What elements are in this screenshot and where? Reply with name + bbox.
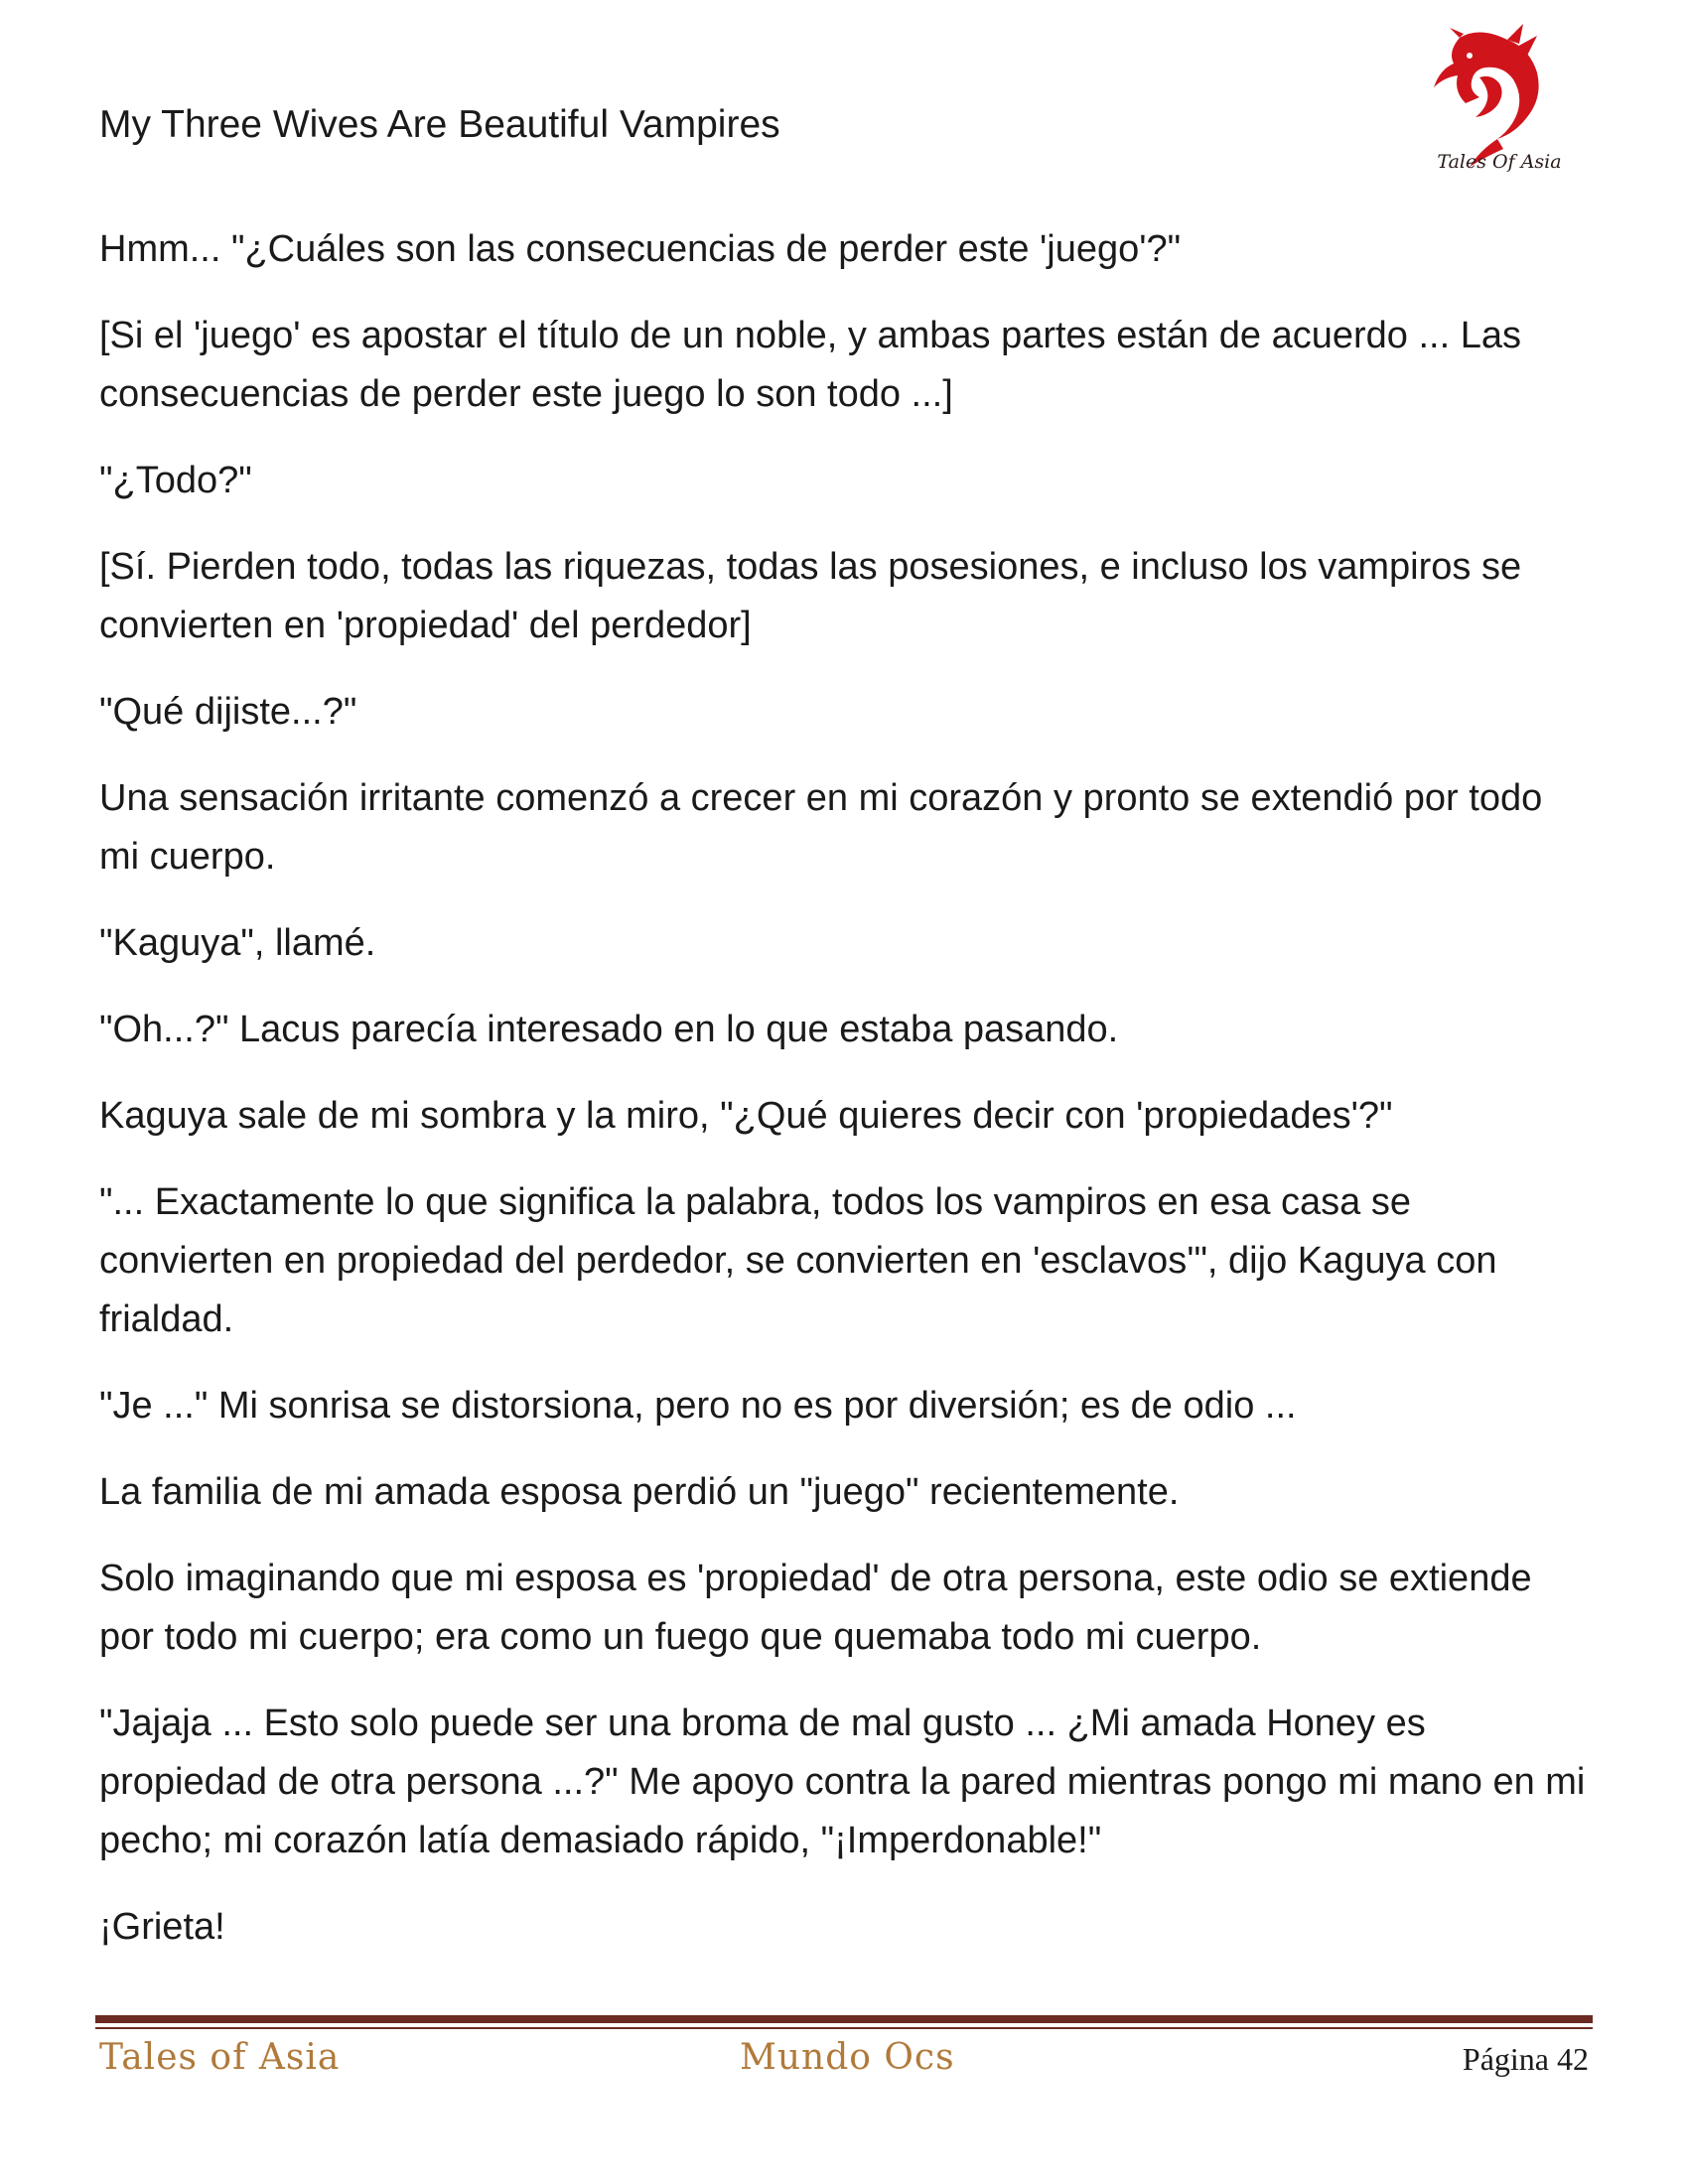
footer-divider-thin bbox=[95, 2027, 1593, 2029]
paragraph: "Kaguya", llamé. bbox=[99, 922, 376, 964]
paragraph: Una sensación irritante comenzó a crecer en mi corazón y pronto se extendió por todo mi cuerpo. bbox=[99, 777, 1543, 878]
paragraph: La familia de mi amada esposa perdió un "juego" recientemente. bbox=[99, 1471, 1180, 1513]
paragraph: "Jajaja ... Esto solo puede ser una broma de mal gusto ... ¿Mi amada Honey es propiedad de otra persona ...?" Me apoyo contra la pared mientras pongo mi mano en mi pecho; mi corazón latía demasiado rápido, "¡Imperdonable!" bbox=[99, 1703, 1586, 1861]
paragraph: Solo imaginando que mi esposa es 'propiedad' de otra persona, este odio se extiende por todo mi cuerpo; era como un fuego que quemaba todo mi cuerpo. bbox=[99, 1558, 1532, 1658]
paragraph: "Je ..." Mi sonrisa se distorsiona, pero no es por diversión; es de odio ... bbox=[99, 1385, 1297, 1427]
paragraph: "¿Todo?" bbox=[99, 460, 252, 501]
paragraph: Hmm... "¿Cuáles son las consecuencias de perder este 'juego'?" bbox=[99, 228, 1182, 270]
paragraph: ¡Grieta! bbox=[99, 1906, 225, 1948]
paragraph: [Sí. Pierden todo, todas las riquezas, todas las posesiones, e incluso los vampiros se convierten en 'propiedad' del perdedor] bbox=[99, 546, 1522, 646]
page-number: Página 42 bbox=[1462, 2041, 1589, 2077]
footer-section-name: Mundo Ocs bbox=[740, 2037, 955, 2078]
logo-caption: Tales Of Asia bbox=[1437, 151, 1562, 173]
paragraph: [Si el 'juego' es apostar el título de un noble, y ambas partes están de acuerdo ... Las consecuencias de perder este juego lo son todo ...] bbox=[99, 315, 1521, 415]
paragraph: Kaguya sale de mi sombra y la miro, "¿Qué quieres decir con 'propiedades'?" bbox=[99, 1095, 1393, 1137]
paragraph: "... Exactamente lo que significa la palabra, todos los vampiros en esa casa se convierten en propiedad del perdedor, se convierten en 'esclavos'", dijo Kaguya con frialdad. bbox=[99, 1181, 1497, 1340]
footer-divider-thick bbox=[95, 2015, 1593, 2023]
document-body bbox=[99, 220, 1589, 1984]
paragraph: "Qué dijiste...?" bbox=[99, 691, 357, 733]
footer-site-name: Tales of Asia bbox=[99, 2037, 341, 2078]
paragraph: "Oh...?" Lacus parecía interesado en lo que estaba pasando. bbox=[99, 1009, 1119, 1050]
document-title: My Three Wives Are Beautiful Vampires bbox=[99, 103, 780, 146]
